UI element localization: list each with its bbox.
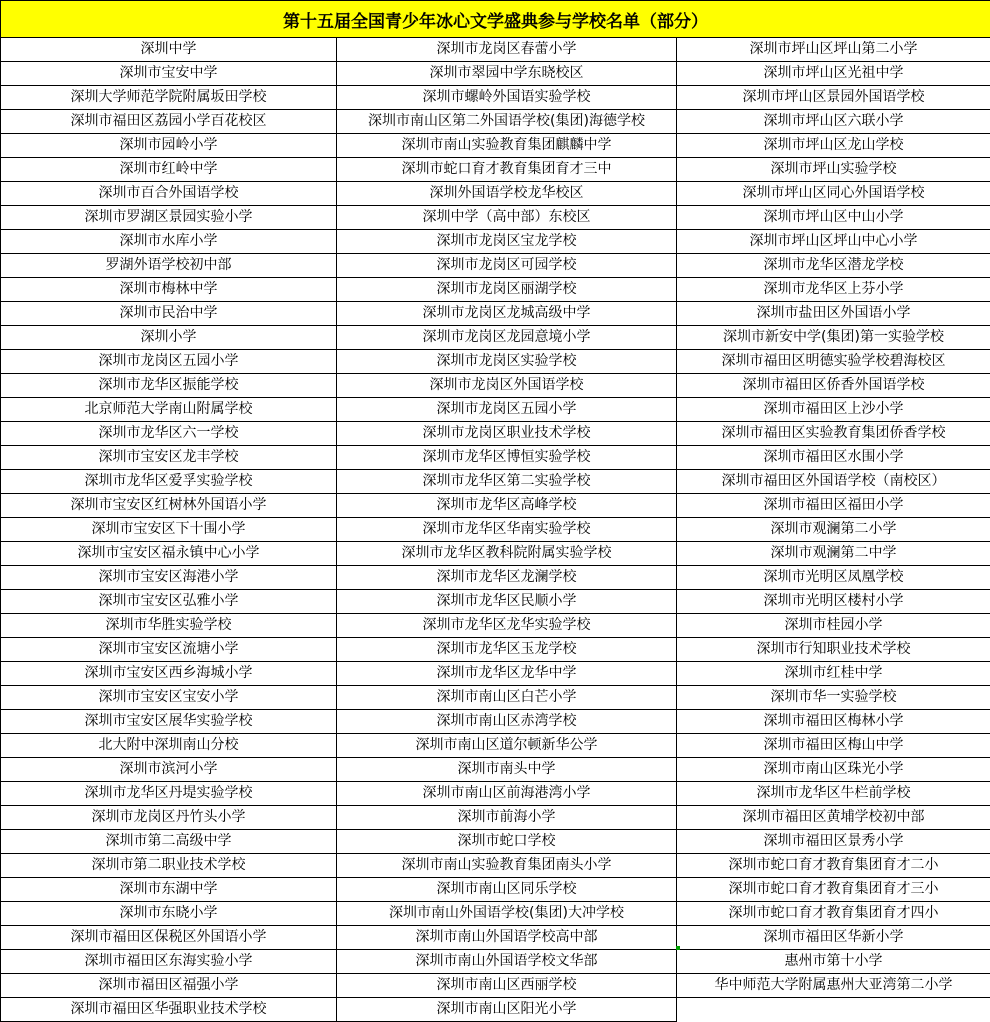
- table-cell[interactable]: 深圳市观澜第二中学: [677, 542, 990, 566]
- table-cell[interactable]: 深圳市龙岗区五园小学: [1, 350, 337, 374]
- table-cell[interactable]: 深圳市坪山区景园外国语学校: [677, 86, 990, 110]
- table-cell[interactable]: 深圳市龙岗区宝龙学校: [337, 230, 677, 254]
- table-cell[interactable]: 深圳市龙华区博恒实验学校: [337, 446, 677, 470]
- table-cell[interactable]: 深圳市水库小学: [1, 230, 337, 254]
- table-cell[interactable]: 深圳市龙岗区龙城高级中学: [337, 302, 677, 326]
- table-cell[interactable]: 深圳市坪山区六联小学: [677, 110, 990, 134]
- table-cell[interactable]: 深圳市蛇口育才教育集团育才二小: [677, 854, 990, 878]
- sheet-title[interactable]: 第十五届全国青少年冰心文学盛典参与学校名单（部分）: [1, 1, 990, 38]
- table-cell[interactable]: 深圳市龙华区振能学校: [1, 374, 337, 398]
- table-cell[interactable]: 深圳市福田区外国语学校（南校区）: [677, 470, 990, 494]
- table-cell[interactable]: 深圳市华胜实验学校: [1, 614, 337, 638]
- table-cell[interactable]: 深圳市观澜第二小学: [677, 518, 990, 542]
- table-cell[interactable]: 深圳市南山区珠光小学: [677, 758, 990, 782]
- table-row: [1, 182, 990, 206]
- table-cell[interactable]: 深圳市华一实验学校: [677, 686, 990, 710]
- table-cell[interactable]: 深圳市南山外国语学校文华部: [337, 950, 677, 974]
- table-cell[interactable]: 深圳市宝安区龙丰学校: [1, 446, 337, 470]
- table-cell[interactable]: 深圳市宝安区流塘小学: [1, 638, 337, 662]
- table-cell[interactable]: 深圳市龙华区高峰学校: [337, 494, 677, 518]
- table-row: [1, 638, 990, 662]
- table-cell[interactable]: 深圳市龙华区民顺小学: [337, 590, 677, 614]
- table-row: [1, 494, 990, 518]
- table-row: [1, 374, 990, 398]
- table-cell[interactable]: 深圳外国语学校龙华校区: [337, 182, 677, 206]
- table-row: [1, 806, 990, 830]
- table-row: [1, 950, 990, 974]
- table-cell[interactable]: 深圳市南山区赤湾学校: [337, 710, 677, 734]
- table-cell[interactable]: 深圳市南头中学: [337, 758, 677, 782]
- table-row: [1, 518, 990, 542]
- table-cell[interactable]: 深圳市龙岗区外国语学校: [337, 374, 677, 398]
- table-cell[interactable]: 深圳市南山实验教育集团南头小学: [337, 854, 677, 878]
- table-row: [1, 398, 990, 422]
- table-body: [1, 38, 990, 1022]
- table-cell[interactable]: 深圳市南山区前海港湾小学: [337, 782, 677, 806]
- table-cell[interactable]: 深圳大学师范学院附属坂田学校: [1, 86, 337, 110]
- table-cell[interactable]: 深圳市南山区道尔顿新华公学: [337, 734, 677, 758]
- table-cell[interactable]: 深圳市新安中学(集团)第一实验学校: [677, 326, 990, 350]
- table-cell[interactable]: 深圳市龙华区上芬小学: [677, 278, 990, 302]
- table-cell[interactable]: 深圳市龙华区龙华实验学校: [337, 614, 677, 638]
- table-cell[interactable]: 深圳小学: [1, 326, 337, 350]
- table-row: [1, 734, 990, 758]
- table-cell[interactable]: 深圳市龙华区龙澜学校: [337, 566, 677, 590]
- table-cell[interactable]: 深圳市南山实验教育集团麒麟中学: [337, 134, 677, 158]
- table-cell[interactable]: 深圳市蛇口育才教育集团育才三小: [677, 878, 990, 902]
- table-row: [1, 38, 990, 62]
- table-cell[interactable]: 深圳市螺岭外国语实验学校: [337, 86, 677, 110]
- table-cell[interactable]: 深圳市福田区黄埔学校初中部: [677, 806, 990, 830]
- table-cell[interactable]: 深圳市红岭中学: [1, 158, 337, 182]
- table-cell[interactable]: 深圳市龙华区教科院附属实验学校: [337, 542, 677, 566]
- table-cell[interactable]: 深圳市宝安区西乡海城小学: [1, 662, 337, 686]
- table-cell[interactable]: 深圳市福田区福田小学: [677, 494, 990, 518]
- table-cell[interactable]: 罗湖外语学校初中部: [1, 254, 337, 278]
- table-cell[interactable]: 深圳市光明区楼村小学: [677, 590, 990, 614]
- table-cell[interactable]: 深圳市南山外国语学校高中部: [337, 926, 677, 950]
- table-cell[interactable]: 深圳市宝安区福永镇中心小学: [1, 542, 337, 566]
- table-row: [1, 278, 990, 302]
- title-row: [1, 1, 990, 38]
- table-cell[interactable]: 深圳市南山区阳光小学: [337, 998, 677, 1022]
- table-cell[interactable]: 深圳市前海小学: [337, 806, 677, 830]
- table-row: [1, 110, 990, 134]
- table-cell[interactable]: 深圳市福田区明德实验学校碧海校区: [677, 350, 990, 374]
- table-row: [1, 998, 990, 1022]
- table-row: [1, 926, 990, 950]
- table-cell[interactable]: 深圳市龙岗区实验学校: [337, 350, 677, 374]
- table-cell[interactable]: 深圳市福田区华强职业技术学校: [1, 998, 337, 1022]
- table-cell[interactable]: 深圳市坪山区龙山学校: [677, 134, 990, 158]
- table-cell[interactable]: 深圳市第二职业技术学校: [1, 854, 337, 878]
- table-row: [1, 758, 990, 782]
- table-row: [1, 350, 990, 374]
- table-cell[interactable]: 深圳市宝安区下十围小学: [1, 518, 337, 542]
- table-cell[interactable]: 深圳市桂园小学: [677, 614, 990, 638]
- table-cell[interactable]: 深圳市坪山区光祖中学: [677, 62, 990, 86]
- table-cell[interactable]: 深圳市宝安中学: [1, 62, 337, 86]
- table-cell[interactable]: 深圳市龙岗区可园学校: [337, 254, 677, 278]
- table-cell[interactable]: 惠州市第十小学: [677, 950, 990, 974]
- table-row: [1, 542, 990, 566]
- table-cell[interactable]: 深圳市行知职业技术学校: [677, 638, 990, 662]
- table-cell[interactable]: 华中师范大学附属惠州大亚湾第二小学: [677, 974, 990, 998]
- table-cell[interactable]: 深圳中学: [1, 38, 337, 62]
- table-cell[interactable]: 深圳市福田区保税区外国语小学: [1, 926, 337, 950]
- table-cell[interactable]: 深圳市龙岗区五园小学: [337, 398, 677, 422]
- table-row: [1, 566, 990, 590]
- table-cell[interactable]: 深圳市坪山区同心外国语学校: [677, 182, 990, 206]
- table-row: [1, 134, 990, 158]
- table-row: [1, 590, 990, 614]
- table-row: [1, 230, 990, 254]
- table-cell[interactable]: 深圳市龙华区华南实验学校: [337, 518, 677, 542]
- table-cell[interactable]: 深圳市龙岗区春蕾小学: [337, 38, 677, 62]
- table-row: [1, 686, 990, 710]
- table-cell[interactable]: 深圳市南山区西丽学校: [337, 974, 677, 998]
- table-cell[interactable]: 深圳市宝安区海港小学: [1, 566, 337, 590]
- table-cell[interactable]: 深圳市龙华区六一学校: [1, 422, 337, 446]
- table-row: [1, 902, 990, 926]
- table-row: [1, 614, 990, 638]
- table-cell[interactable]: 深圳市蛇口育才教育集团育才三中: [337, 158, 677, 182]
- table-cell[interactable]: 深圳市坪山实验学校: [677, 158, 990, 182]
- table-row: [1, 662, 990, 686]
- table-cell[interactable]: 深圳市福田区水围小学: [677, 446, 990, 470]
- table-row: [1, 470, 990, 494]
- table-row: [1, 206, 990, 230]
- table-cell[interactable]: 深圳市龙岗区丽湖学校: [337, 278, 677, 302]
- table-row: [1, 86, 990, 110]
- table-row: [1, 422, 990, 446]
- table-cell[interactable]: 深圳市福田区梅林小学: [677, 710, 990, 734]
- table-cell[interactable]: 深圳市龙华区龙华中学: [337, 662, 677, 686]
- table-cell[interactable]: 深圳市福田区华新小学: [677, 926, 990, 950]
- table-cell[interactable]: 深圳市龙华区牛栏前学校: [677, 782, 990, 806]
- table-cell[interactable]: 深圳中学（高中部）东校区: [337, 206, 677, 230]
- table-cell[interactable]: 深圳市坪山区坪山中心小学: [677, 230, 990, 254]
- table-row: [1, 62, 990, 86]
- table-cell[interactable]: 深圳市龙华区爱孚实验学校: [1, 470, 337, 494]
- table-cell[interactable]: [677, 998, 990, 1022]
- table-row: [1, 326, 990, 350]
- table-cell[interactable]: 深圳市园岭小学: [1, 134, 337, 158]
- table-cell[interactable]: 深圳市龙岗区龙园意境小学: [337, 326, 677, 350]
- table-cell[interactable]: 深圳市坪山区中山小学: [677, 206, 990, 230]
- table-cell[interactable]: 深圳市龙华区第二实验学校: [337, 470, 677, 494]
- table-cell[interactable]: 深圳市南山外国语学校(集团)大冲学校: [337, 902, 677, 926]
- table-cell[interactable]: 深圳市南山区同乐学校: [337, 878, 677, 902]
- table-cell[interactable]: 深圳市民治中学: [1, 302, 337, 326]
- table-cell[interactable]: 深圳市盐田区外国语小学: [677, 302, 990, 326]
- table-cell[interactable]: 深圳市宝安区红树林外国语小学: [1, 494, 337, 518]
- table-row: [1, 974, 990, 998]
- table-cell[interactable]: 深圳市宝安区宝安小学: [1, 686, 337, 710]
- table-cell[interactable]: 深圳市蛇口育才教育集团育才四小: [677, 902, 990, 926]
- table-cell[interactable]: 深圳市东晓小学: [1, 902, 337, 926]
- table-cell[interactable]: 深圳市龙华区玉龙学校: [337, 638, 677, 662]
- table-cell[interactable]: 深圳市滨河小学: [1, 758, 337, 782]
- table-cell[interactable]: 深圳市龙岗区职业技术学校: [337, 422, 677, 446]
- table-row: [1, 782, 990, 806]
- cell-corner-marker: [676, 946, 680, 950]
- table-cell[interactable]: 深圳市第二高级中学: [1, 830, 337, 854]
- table-row: [1, 854, 990, 878]
- table-cell[interactable]: 深圳市红桂中学: [677, 662, 990, 686]
- table-cell[interactable]: 深圳市龙华区潜龙学校: [677, 254, 990, 278]
- table-cell[interactable]: 深圳市坪山区坪山第二小学: [677, 38, 990, 62]
- table-row: [1, 830, 990, 854]
- table-cell[interactable]: 深圳市福田区福强小学: [1, 974, 337, 998]
- table-row: [1, 878, 990, 902]
- table-row: [1, 446, 990, 470]
- table-cell[interactable]: 深圳市福田区实验教育集团侨香学校: [677, 422, 990, 446]
- table-cell[interactable]: 深圳市梅林中学: [1, 278, 337, 302]
- table-cell[interactable]: 深圳市罗湖区景园实验小学: [1, 206, 337, 230]
- table-cell[interactable]: 深圳市东湖中学: [1, 878, 337, 902]
- table-cell[interactable]: 深圳市光明区凤凰学校: [677, 566, 990, 590]
- table-cell[interactable]: 深圳市福田区荔园小学百花校区: [1, 110, 337, 134]
- table-cell[interactable]: 深圳市蛇口学校: [337, 830, 677, 854]
- table-cell[interactable]: 深圳市南山区第二外国语学校(集团)海德学校: [337, 110, 677, 134]
- table-cell[interactable]: 深圳市翠园中学东晓校区: [337, 62, 677, 86]
- table-cell[interactable]: 深圳市百合外国语学校: [1, 182, 337, 206]
- table-cell[interactable]: 深圳市宝安区弘雅小学: [1, 590, 337, 614]
- table-cell[interactable]: 深圳市龙华区丹堤实验学校: [1, 782, 337, 806]
- table-cell[interactable]: 北大附中深圳南山分校: [1, 734, 337, 758]
- table-cell[interactable]: 深圳市福田区上沙小学: [677, 398, 990, 422]
- table-cell[interactable]: 北京师范大学南山附属学校: [1, 398, 337, 422]
- table-cell[interactable]: 深圳市龙岗区丹竹头小学: [1, 806, 337, 830]
- table-row: [1, 302, 990, 326]
- table-row: [1, 254, 990, 278]
- table-row: [1, 158, 990, 182]
- table-cell[interactable]: 深圳市福田区景秀小学: [677, 830, 990, 854]
- table-cell[interactable]: 深圳市福田区侨香外国语学校: [677, 374, 990, 398]
- table-cell[interactable]: 深圳市福田区东海实验小学: [1, 950, 337, 974]
- table-row: [1, 710, 990, 734]
- table-cell[interactable]: 深圳市福田区梅山中学: [677, 734, 990, 758]
- table-cell[interactable]: 深圳市宝安区展华实验学校: [1, 710, 337, 734]
- table-cell[interactable]: 深圳市南山区白芒小学: [337, 686, 677, 710]
